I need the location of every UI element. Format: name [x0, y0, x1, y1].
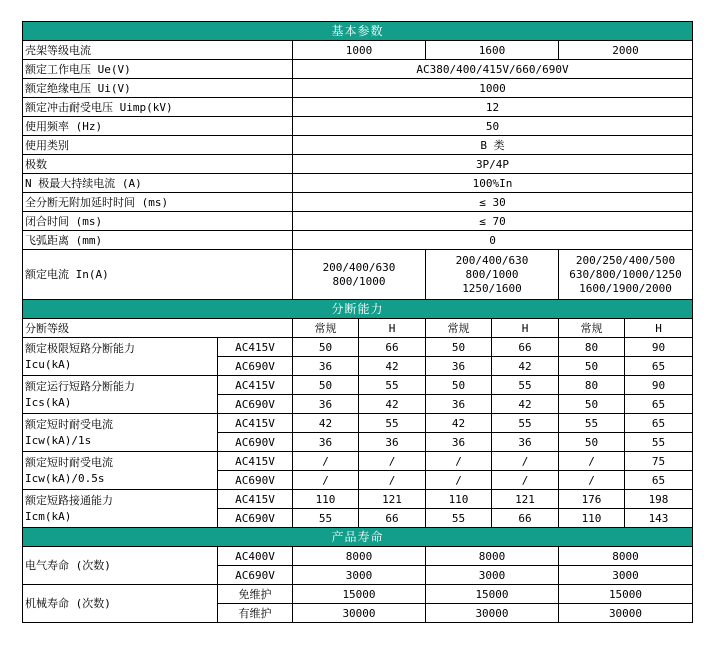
- row-close-time: [23, 212, 693, 231]
- value-cell: 3000: [559, 566, 693, 585]
- row-value: 12: [293, 98, 693, 117]
- value-cell: 42: [293, 414, 359, 433]
- row-value: 50: [293, 117, 693, 136]
- value-cell: 143: [625, 509, 693, 528]
- value-line: 200/400/630: [455, 253, 529, 267]
- value-cell: 66: [492, 338, 559, 357]
- value-cell: 90: [625, 376, 693, 395]
- value-line: 1250/1600: [462, 281, 522, 295]
- row-freq: [23, 117, 693, 136]
- value-cell: 8000: [426, 547, 559, 566]
- voltage-label: AC415V: [218, 414, 293, 433]
- value-cell: /: [359, 452, 426, 471]
- condition-label: 有维护: [218, 604, 293, 623]
- life-row: [23, 547, 693, 566]
- value-cell: 110: [293, 490, 359, 509]
- row-value: 0: [293, 231, 693, 250]
- value-cell: 66: [359, 338, 426, 357]
- breaking-row: [23, 376, 693, 395]
- row-label: 分断等级: [23, 319, 293, 338]
- value-cell: 42: [492, 395, 559, 414]
- breaking-row: [23, 338, 693, 357]
- value-cell: 36: [426, 433, 492, 452]
- life-label: 电气寿命 (次数): [23, 547, 218, 585]
- row-label: 使用频率 (Hz): [23, 117, 293, 136]
- value-cell: 65: [625, 471, 693, 490]
- row-value: 3P/4P: [293, 155, 693, 174]
- value-cell: 55: [559, 414, 625, 433]
- label-line: 额定极限短路分断能力: [25, 341, 135, 355]
- voltage-label: AC690V: [218, 395, 293, 414]
- row-breaking-grade: [23, 319, 693, 338]
- condition-label: 免维护: [218, 585, 293, 604]
- value-line: 800/1000: [332, 274, 386, 288]
- value-cell: 36: [426, 357, 492, 376]
- value-cell: /: [426, 452, 492, 471]
- row-label: 极数: [23, 155, 293, 174]
- row-ui: [23, 79, 693, 98]
- value-cell: 110: [559, 509, 625, 528]
- label-line: 额定短路接通能力: [25, 493, 113, 507]
- value-cell: 30000: [559, 604, 693, 623]
- value-cell: 55: [293, 509, 359, 528]
- row-label: 额定冲击耐受电压 Uimp(kV): [23, 98, 293, 117]
- value-cell: 121: [492, 490, 559, 509]
- row-label: 全分断无附加延时时间 (ms): [23, 193, 293, 212]
- value-cell: /: [426, 471, 492, 490]
- row-value: B 类: [293, 136, 693, 155]
- voltage-label: AC415V: [218, 338, 293, 357]
- grade-header: H: [625, 319, 693, 338]
- row-label: 额定工作电压 Ue(V): [23, 60, 293, 79]
- row-label: 飞弧距离 (mm): [23, 231, 293, 250]
- row-frame-current: [23, 41, 693, 60]
- row-label: 额定电流 In(A): [23, 250, 293, 300]
- value-cell: 8000: [293, 547, 426, 566]
- breaking-rows: [23, 338, 693, 528]
- label-line: 额定运行短路分断能力: [25, 379, 135, 393]
- value-line: 1600/1900/2000: [579, 281, 672, 295]
- value-cell: 65: [625, 357, 693, 376]
- condition-label: AC690V: [218, 566, 293, 585]
- value-cell: 15000: [426, 585, 559, 604]
- section-title: 分断能力: [23, 300, 693, 319]
- value-cell: /: [293, 471, 359, 490]
- section-header-basic: [23, 22, 693, 41]
- value-cell: 36: [293, 357, 359, 376]
- value-cell: /: [559, 452, 625, 471]
- label-line: Icm(kA): [25, 509, 72, 523]
- value-cell: 15000: [293, 585, 426, 604]
- row-value: ≤ 70: [293, 212, 693, 231]
- value-cell: 15000: [559, 585, 693, 604]
- value-cell: 3000: [426, 566, 559, 585]
- value-cell: 42: [359, 395, 426, 414]
- value-cell: 65: [625, 395, 693, 414]
- row-category: [23, 136, 693, 155]
- value-cell: /: [359, 471, 426, 490]
- row-value: ≤ 30: [293, 193, 693, 212]
- life-rows: [23, 547, 693, 623]
- grade-header: 常规: [559, 319, 625, 338]
- section-title: 基本参数: [23, 22, 693, 41]
- value-cell: 50: [559, 395, 625, 414]
- value-cell: 50: [426, 338, 492, 357]
- value-cell: 50: [559, 433, 625, 452]
- value-cell: 55: [492, 376, 559, 395]
- row-arc: [23, 231, 693, 250]
- value-cell: 50: [293, 376, 359, 395]
- value-cell: 65: [625, 414, 693, 433]
- breaking-row: [23, 452, 693, 471]
- value-cell: 75: [625, 452, 693, 471]
- value-cell: 50: [559, 357, 625, 376]
- value-cell: 66: [359, 509, 426, 528]
- value-cell: 90: [625, 338, 693, 357]
- value-cell: /: [492, 471, 559, 490]
- breaking-label: [23, 338, 218, 376]
- row-ue: [23, 60, 693, 79]
- value-cell: 42: [492, 357, 559, 376]
- label-line: 额定短时耐受电流: [25, 455, 113, 469]
- value-cell: /: [559, 471, 625, 490]
- row-value: 1000: [293, 79, 693, 98]
- value-cell: 42: [359, 357, 426, 376]
- value-cell: /: [492, 452, 559, 471]
- value-cell: 36: [359, 433, 426, 452]
- voltage-label: AC690V: [218, 357, 293, 376]
- row-label: 额定绝缘电压 Ui(V): [23, 79, 293, 98]
- grade-header: H: [359, 319, 426, 338]
- row-poles: [23, 155, 693, 174]
- row-label: 壳架等级电流: [23, 41, 293, 60]
- section-header-breaking: [23, 300, 693, 319]
- value-cell: 80: [559, 376, 625, 395]
- value-cell: 121: [359, 490, 426, 509]
- value-cell: 55: [492, 414, 559, 433]
- breaking-label: [23, 376, 218, 414]
- value-line: 630/800/1000/1250: [569, 267, 682, 281]
- label-line: Ics(kA): [25, 395, 72, 409]
- breaking-label: [23, 414, 218, 452]
- label-line: Icw(kA)/1s: [25, 433, 92, 447]
- value-cell: 3000: [293, 566, 426, 585]
- voltage-label: AC690V: [218, 509, 293, 528]
- value-line: 200/250/400/500: [575, 253, 676, 267]
- spec-table: [22, 21, 693, 623]
- row-value: AC380/400/415V/660/690V: [293, 60, 693, 79]
- frame-1600: 1600: [426, 41, 559, 60]
- value-cell: 42: [426, 414, 492, 433]
- value-cell: 50: [293, 338, 359, 357]
- value-cell: 8000: [559, 547, 693, 566]
- label-line: 额定短时耐受电流: [25, 417, 113, 431]
- voltage-label: AC415V: [218, 490, 293, 509]
- breaking-label: [23, 452, 218, 490]
- value-cell: /: [293, 452, 359, 471]
- label-line: Icw(kA)/0.5s: [25, 471, 105, 485]
- voltage-label: AC690V: [218, 433, 293, 452]
- breaking-row: [23, 414, 693, 433]
- value-cell: 198: [625, 490, 693, 509]
- grade-header: H: [492, 319, 559, 338]
- value-cell: 55: [625, 433, 693, 452]
- value-cell: 36: [426, 395, 492, 414]
- value-line: 200/400/630: [322, 260, 396, 274]
- breaking-row: [23, 490, 693, 509]
- rated-current-1000: [293, 250, 426, 300]
- value-line: 800/1000: [465, 267, 519, 281]
- row-rated-current: [23, 250, 693, 300]
- value-cell: 55: [359, 414, 426, 433]
- life-row: [23, 585, 693, 604]
- value-cell: 30000: [293, 604, 426, 623]
- row-label: 使用类别: [23, 136, 293, 155]
- value-cell: 55: [426, 509, 492, 528]
- spec-table-container: [22, 21, 692, 623]
- value-cell: 110: [426, 490, 492, 509]
- section-title: 产品寿命: [23, 528, 693, 547]
- row-value: 100%In: [293, 174, 693, 193]
- value-cell: 50: [426, 376, 492, 395]
- row-label: N 极最大持续电流 (A): [23, 174, 293, 193]
- value-cell: 80: [559, 338, 625, 357]
- row-uimp: [23, 98, 693, 117]
- value-cell: 30000: [426, 604, 559, 623]
- section-header-life: [23, 528, 693, 547]
- row-break-time: [23, 193, 693, 212]
- value-cell: 66: [492, 509, 559, 528]
- condition-label: AC400V: [218, 547, 293, 566]
- voltage-label: AC415V: [218, 376, 293, 395]
- life-label: 机械寿命 (次数): [23, 585, 218, 623]
- row-label: 闭合时间 (ms): [23, 212, 293, 231]
- frame-2000: 2000: [559, 41, 693, 60]
- label-line: Icu(kA): [25, 357, 72, 371]
- row-n-pole: [23, 174, 693, 193]
- value-cell: 36: [293, 395, 359, 414]
- frame-1000: 1000: [293, 41, 426, 60]
- voltage-label: AC690V: [218, 471, 293, 490]
- value-cell: 36: [293, 433, 359, 452]
- value-cell: 55: [359, 376, 426, 395]
- grade-header: 常规: [293, 319, 359, 338]
- rated-current-1600: [426, 250, 559, 300]
- value-cell: 176: [559, 490, 625, 509]
- rated-current-2000: [559, 250, 693, 300]
- grade-header: 常规: [426, 319, 492, 338]
- voltage-label: AC415V: [218, 452, 293, 471]
- value-cell: 36: [492, 433, 559, 452]
- breaking-label: [23, 490, 218, 528]
